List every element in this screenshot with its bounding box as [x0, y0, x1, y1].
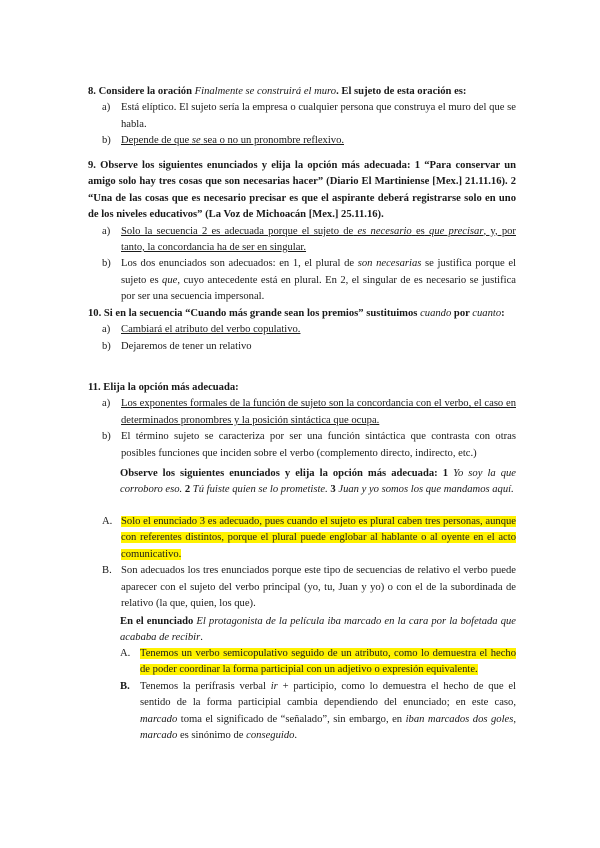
question-11-option-b: b) El término sujeto se caracteriza por ser una función sintáctica que contrasta con otras posibles funciones que inciden sobre el verbo (complemento directo, indirecto, etc.): [102, 431, 516, 459]
question-8-stem: 8. Considere la oración Finalmente se construirá el muro. El sujeto de esta oración es:: [88, 86, 467, 97]
question-9: [88, 158, 516, 306]
question-13-options: [120, 646, 516, 744]
question-13-option-b: B. Tenemos la perífrasis verbal ir + participio, como lo demuestra el hecho de que el sentido de la forma participial cambia dependiendo del enunciado; en este caso, marcado toma el significado de “señalado”, sin embargo, en iban marcados dos goles, marcado es sinónimo de conseguido.: [120, 680, 517, 742]
question-13-stem: En el enunciado El protagonista de la película iba marcado en la cara por la bofetada que acababa de recibir.: [120, 616, 516, 644]
question-13-option-a: A. Tenemos un verbo semicopulativo seguido de un atributo, como lo demuestra el hecho de poder coordinar la forma participial con un adjetivo o expresión equivalente.: [120, 648, 516, 676]
question-11: [88, 380, 516, 462]
question-11-option-a: a) Los exponentes formales de la función de sujeto son la concordancia con el verbo, el caso en determinados pronombres y la posición sintáctica que ocupa.: [102, 398, 516, 426]
question-10-option-a: a) Cambiará el atributo del verbo copulativo.: [102, 324, 301, 336]
question-12: [120, 466, 516, 499]
question-9-stem: 9. Observe los siguientes enunciados y elija la opción más adecuada: 1 “Para conservar un amigo solo hay tres cosas que son necesarias hacer” (Diario El Martiniense [Mex.] 21.11.16). 2 “Una de las cosas que es necesario precisar es que el aspirante deberá registrarse solo en uno de los niveles educativos” (La Voz de Michoacán [Mex.] 25.11.16).: [88, 160, 516, 221]
question-8-option-b: b) Depende de que se sea o no un pronombre reflexivo.: [102, 135, 345, 147]
question-12-options: [88, 514, 516, 612]
question-12-option-b: B. Son adecuados los tres enunciados porque este tipo de secuencias de relativo el verbo puede aparecer con el sujeto del verbo principal (yo, tu, Juan y yo) o con el de la subordinada de relativo (la que, quien, los que).: [102, 565, 516, 610]
question-11-stem: 11. Elija la opción más adecuada:: [88, 382, 239, 393]
question-9-option-a: a) Solo la secuencia 2 es adecuada porque el sujeto de es necesario es que precisar, y, por tanto, la concordancia ha de ser en singular.: [102, 225, 516, 254]
question-8: [88, 84, 516, 150]
question-12-stem: Observe los siguientes enunciados y elija la opción más adecuada: 1 Yo soy la que corroboro eso. 2 Tú fuiste quien se lo prometiste. 3 Juan y yo somos los que mandamos aquí.: [120, 468, 516, 496]
question-10: [88, 306, 516, 355]
question-10-stem: 10. Si en la secuencia “Cuando más grande sean los premios” sustituimos cuando por cuanto:: [88, 308, 505, 319]
question-8-option-a: a) Está elíptico. El sujeto sería la empresa o cualquier persona que construya el muro del que se habla.: [102, 102, 516, 130]
question-13: [120, 614, 516, 647]
question-10-option-b: b) Dejaremos de tener un relativo: [102, 340, 252, 352]
question-9-option-b: b) Los dos enunciados son adecuados: en 1, el plural de son necesarias se justifica porque el sujeto es que, cuyo antecedente está en plural. En 2, el singular de es necesario se justifica por ser una secuencia impersonal.: [102, 258, 516, 303]
question-12-option-a: A. Solo el enunciado 3 es adecuado, pues cuando el sujeto es plural caben tres personas, aunque con referentes distintos, porque el plural puede englobar al hablante o al oyente en el acto comunicativo.: [102, 516, 516, 560]
